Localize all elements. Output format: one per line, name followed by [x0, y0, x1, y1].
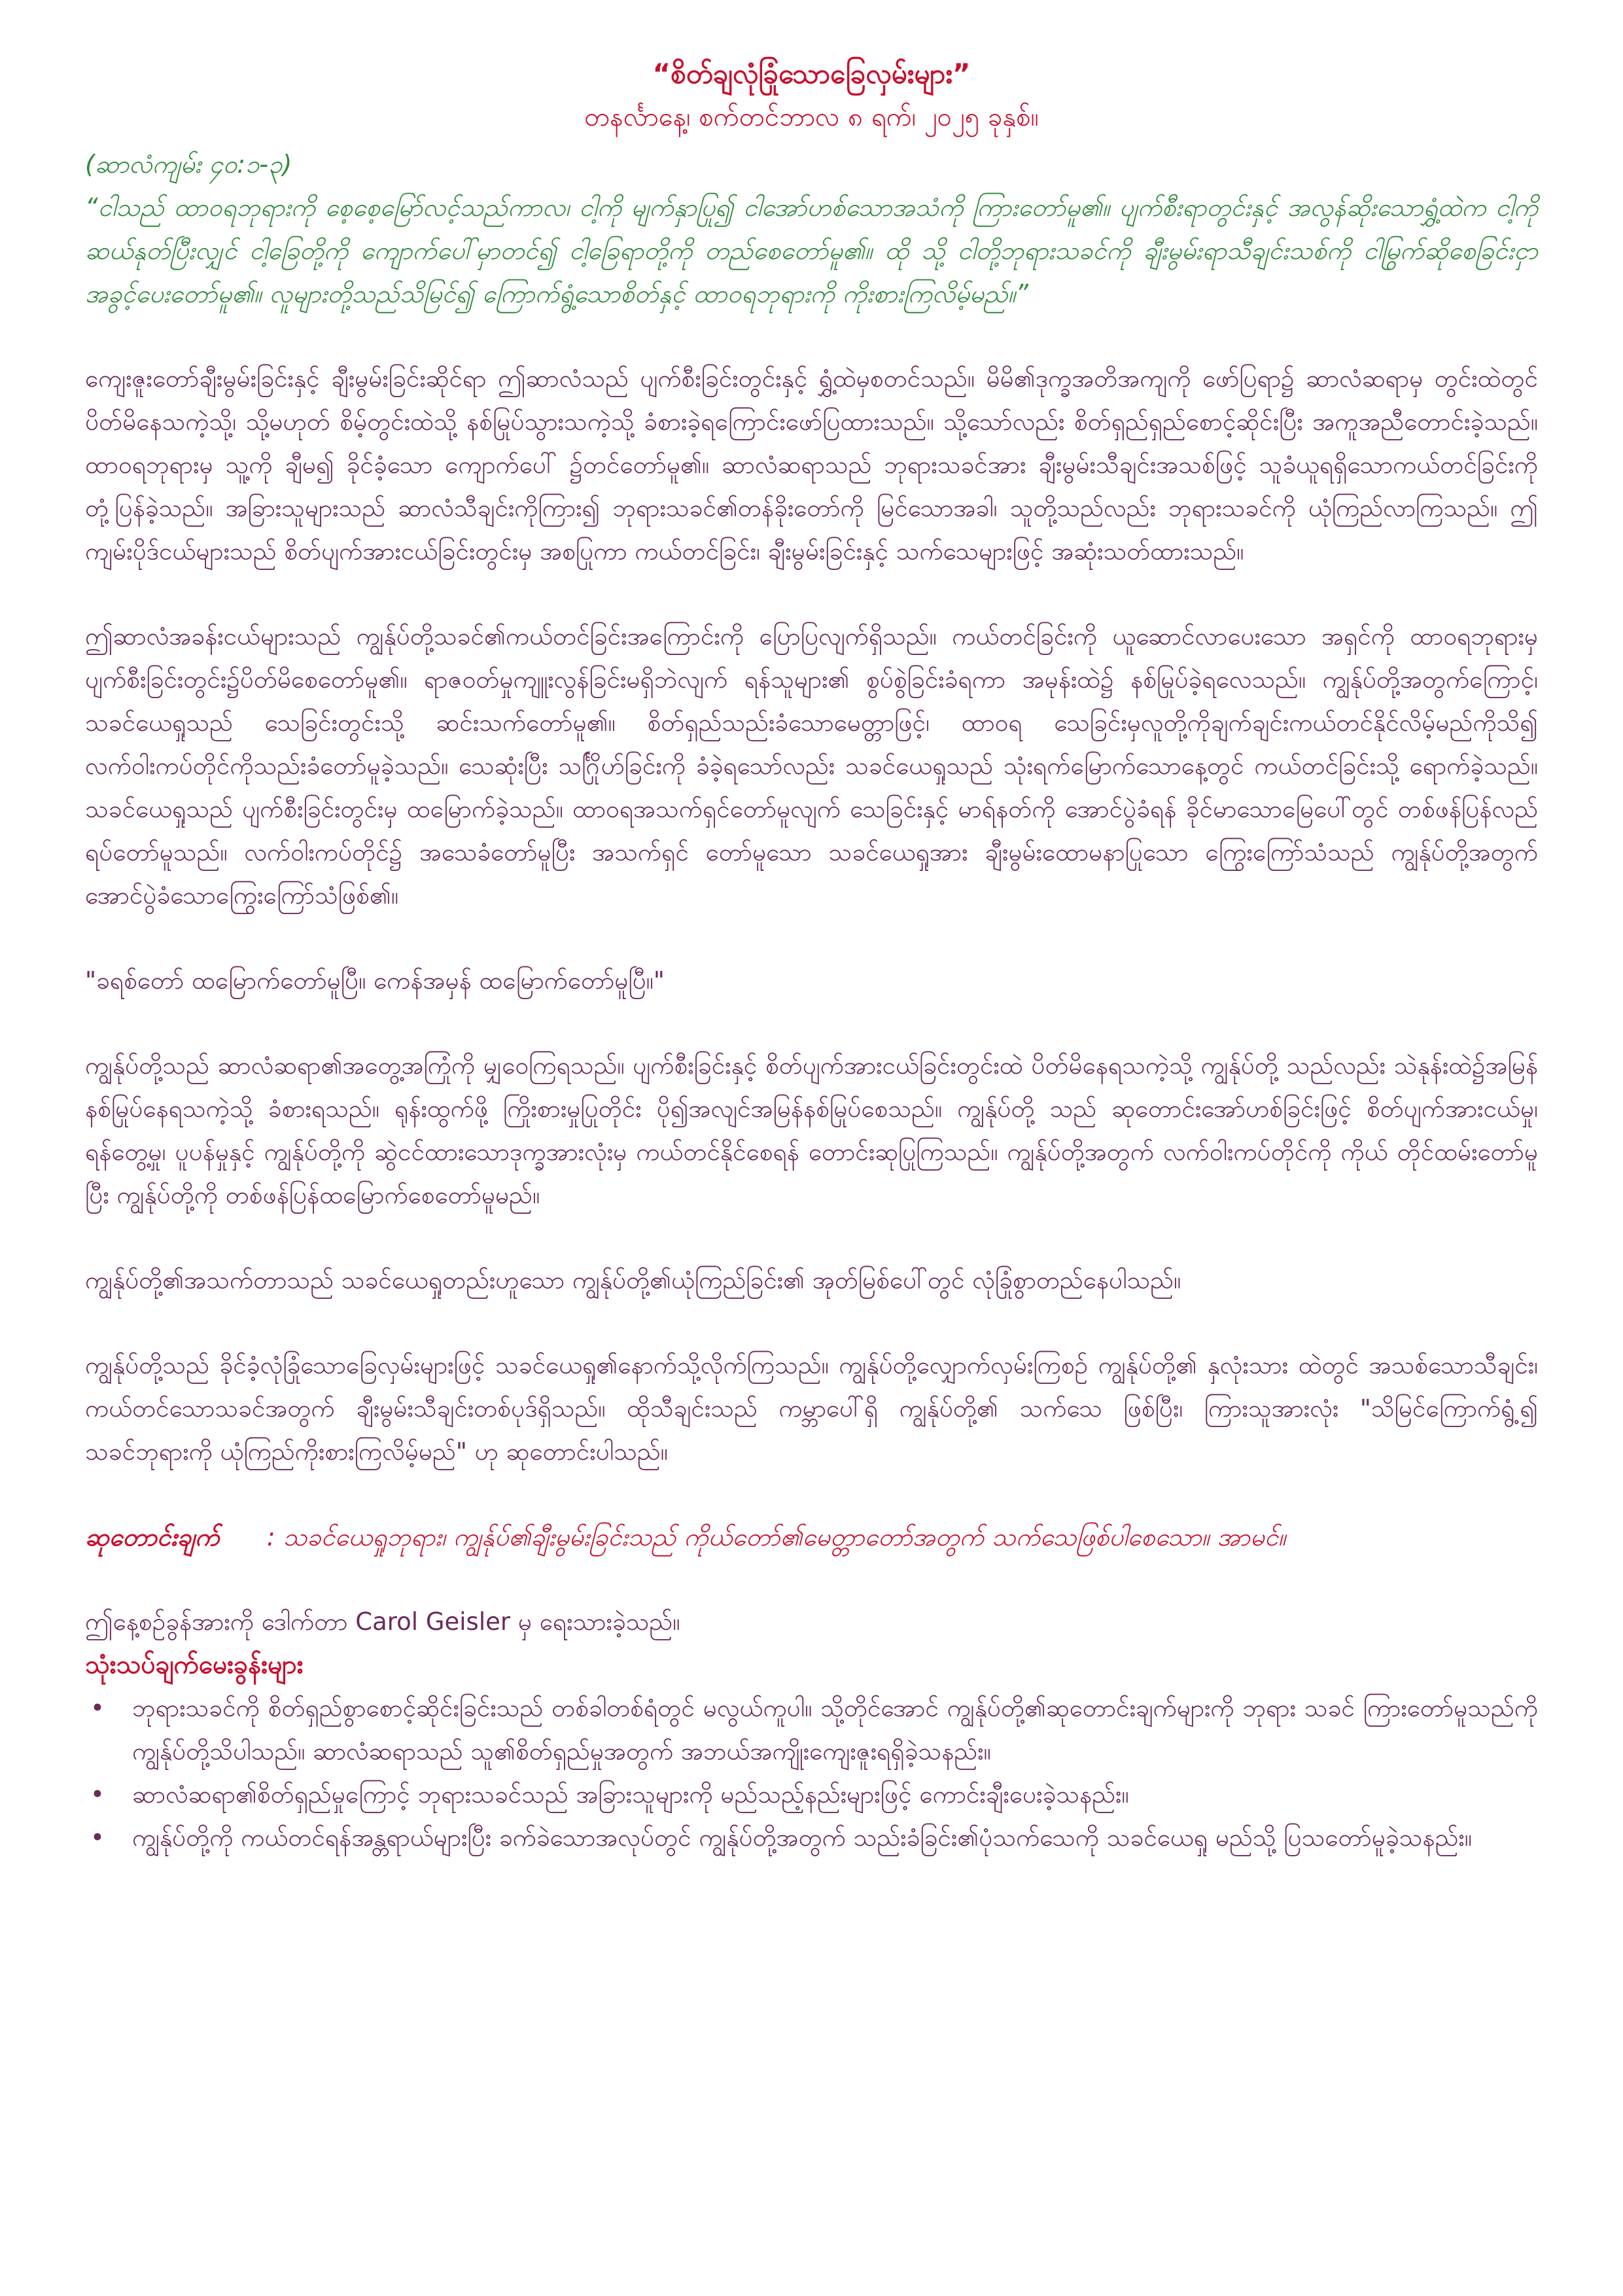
- prayer-label: ဆုတောင်းချက်: [85, 1523, 220, 1551]
- prayer-spacer: [227, 1523, 258, 1551]
- questions-list: [85, 1687, 1538, 1860]
- question-text: ကျွန်ုပ်တို့ကို ကယ်တင်ရန်အန္တရာယ်များပြီး ခက်ခဲသောအလုပ်တွင် ကျွန်ုပ်တို့အတွက် သည်းခံခြင်း၏ပုံသက်သေကို သခင်ယေရှု မည်သို့ ပြသတော်မူခဲ့သနည်း။: [132, 1824, 1472, 1852]
- body-paragraph-1: ကျေးဇူးတော်ချီးမွမ်းခြင်းနှင့် ချီးမွမ်းခြင်းဆိုင်ရာ ဤဆာလံသည် ပျက်စီးခြင်းတွင်းနှင့် ရွှံ့ထဲမှစတင်သည်။ မိမိ၏ဒုက္ခအတိအကျကို ဖော်ပြရာ၌ ဆာလံဆရာမှ တွင်းထဲတွင် ပိတ်မိနေသကဲ့သို့၊ သို့မဟုတ် စိမ့်တွင်းထဲသို့ နစ်မြုပ်သွားသကဲ့သို့ ခံစားခဲ့ရကြောင်းဖော်ပြထားသည်။ သို့သော်လည်း စိတ်ရှည်ရှည်စောင့်ဆိုင်းပြီး အကူအညီတောင်းခဲ့သည်။ ထာဝရဘုရားမှ သူ့ကို ချီမ၍ ခိုင်ခံ့သော ကျောက်ပေါ် ၌တင်တော်မူ၏။ ဆာလံဆရာသည် ဘုရားသခင်အား ချီးမွမ်းသီချင်းအသစ်ဖြင့် သူခံယူရရှိသောကယ်တင်ခြင်းကို တုံ့ပြန်ခဲ့သည်။ အခြားသူများသည် ဆာလံသီချင်းကိုကြား၍ ဘုရားသခင်၏တန်ခိုးတော်ကို မြင်သောအခါ၊ သူတို့သည်လည်း ဘုရားသခင်ကို ယုံကြည်လာကြသည်။ ဤကျမ်းပိုဒ်ငယ်များသည် စိတ်ပျက်အားငယ်ခြင်းတွင်းမှ အစပြုကာ ကယ်တင်ခြင်း၊ ချီးမွမ်းခြင်းနှင့် သက်သေများဖြင့် အဆုံးသတ်ထားသည်။: [85, 364, 1538, 565]
- easter-proclamation: "ခရစ်တော် ထမြောက်တော်မူပြီ။ ကေန်အမှန် ထမြောက်တော်မူပြီ။": [85, 966, 665, 995]
- bullet-icon: •: [90, 1780, 105, 1809]
- body-paragraph-5: ကျွန်ုပ်တို့သည် ခိုင်ခံ့လုံခြုံသောခြေလှမ်းများဖြင့် သခင်ယေရှု၏နောက်သို့လိုက်ကြသည်။ ကျွန်ုပ်တို့လျှောက်လှမ်းကြစဉ် ကျွန်ုပ်တို့၏ နှလုံးသား ထဲတွင် အသစ်သောသီချင်း၊ ကယ်တင်သောသခင်အတွက် ချီးမွမ်းသီချင်းတစ်ပုဒ်ရှိသည်။ ထိုသီချင်းသည် ကမ္ဘာပေါ်ရှိ ကျွန်ုပ်တို့၏ သက်သေ ဖြစ်ပြီး၊ ကြားသူအားလုံး "သိမြင်ကြောက်ရွံ့၍ သခင်ဘုရားကို ယုံကြည်ကိုးစားကြလိမ့်မည်" ဟု ဆုတောင်းပါသည်။: [85, 1351, 1538, 1466]
- prayer-text: : သခင်ယေရှုဘုရား၊ ကျွန်ုပ်၏ချီးမွမ်းခြင်းသည် ကိုယ်တော်၏မေတ္တာတော်အတွက် သက်သေဖြစ်ပါစေသော။ အာမင်။: [266, 1523, 1286, 1551]
- body-paragraph-3: ကျွန်ုပ်တို့သည် ဆာလံဆရာ၏အတွေ့အကြုံကို မျှဝေကြရသည်။ ပျက်စီးခြင်းနှင့် စိတ်ပျက်အားငယ်ခြင်းတွင်းထဲ ပိတ်မိနေရသကဲ့သို့ ကျွန်ုပ်တို့ သည်လည်း သဲနုန်းထဲ၌အမြန်နစ်မြုပ်နေရသကဲ့သို့ ခံစားရသည်။ ရုန်းထွက်ဖို့ ကြိုးစားမှုပြုတိုင်း ပို၍အလျင်အမြန်နစ်မြုပ်စေသည်။ ကျွန်ုပ်တို့ သည် ဆုတောင်းအော်ဟစ်ခြင်းဖြင့် စိတ်ပျက်အားငယ်မှု၊ ရန်တွေ့မှု၊ ပူပန်မှုနှင့် ကျွန်ုပ်တို့ကို ဆွဲငင်ထားသောဒုက္ခအားလုံးမှ ကယ်တင်နိုင်စေရန် တောင်းဆုပြုကြသည်။ ကျွန်ုပ်တို့အတွက် လက်ဝါးကပ်တိုင်ကို ကိုယ် တိုင်ထမ်းတော်မူပြီး ကျွန်ုပ်တို့ကို တစ်ဖန်ပြန်ထမြောက်စေတော်မူမည်။: [85, 1051, 1538, 1209]
- scripture-text: “ငါသည် ထာဝရဘုရားကို စေ့စေ့မြော်လင့်သည်ကာလ၊ ငါ့ကို မျက်နှာပြု၍ ငါအော်ဟစ်သောအသံကို ကြားတော်မူ၏။ ပျက်စီးရာတွင်းနှင့် အလွန်ဆိုးသောရွှံ့ထဲက ငါ့ကိုဆယ်နုတ်ပြီးလျှင် ငါ့ခြေတို့ကို ကျောက်ပေါ်မှာတင်၍ ငါ့ခြေရာတို့ကို တည်စေတော်မူ၏။ ထို သို့ ငါတို့ဘုရားသခင်ကို ချီးမွမ်းရာသီချင်းသစ်ကို ငါမြွက်ဆိုစေခြင်းငှာ အခွင့်ပေးတော်မူ၏။ လူများတို့သည်သိမြင်၍ ကြောက်ရွံ့သောစိတ်နှင့် ထာဝရဘုရားကို ကိုးစားကြလိမ့်မည်။”: [85, 193, 1538, 308]
- question-item: [85, 1816, 1538, 1860]
- body-paragraph-4: ကျွန်ုပ်တို့၏အသက်တာသည် သခင်ယေရှုတည်းဟူသော ကျွန်ုပ်တို့၏ယုံကြည်ခြင်း၏ အုတ်မြစ်ပေါ်တွင် လုံခြုံစွာတည်နေပါသည်။: [85, 1266, 1181, 1294]
- devotional-title: “စိတ်ချလုံခြုံသောခြေလှမ်းများ”: [652, 58, 971, 90]
- questions-heading: သုံးသပ်ချက်မေးခွန်းများ: [85, 1650, 304, 1680]
- body-paragraph-2: ဤဆာလံအခန်းငယ်များသည် ကျွန်ုပ်တို့သခင်၏ကယ်တင်ခြင်းအကြောင်းကို ပြောပြလျက်ရှိသည်။ ကယ်တင်ခြင်းကို ယူဆောင်လာပေးသော အရှင်ကို ထာဝရဘုရားမှ ပျက်စီးခြင်းတွင်း၌ပိတ်မိစေတော်မူ၏။ ရာဇဝတ်မှုကျူးလွန်ခြင်းမရှိဘဲလျက် ရန်သူများ၏ စွပ်စွဲခြင်းခံရကာ အမုန်းထဲ၌ နစ်မြုပ်ခဲ့ရလေသည်။ ကျွန်ုပ်တို့အတွက်ကြောင့်၊ သခင်ယေရှုသည် သေခြင်းတွင်းသို့ ဆင်းသက်တော်မူ၏။ စိတ်ရှည်သည်းခံသောမေတ္တာဖြင့်၊ ထာဝရ သေခြင်းမှလူတို့ကိုချက်ချင်းကယ်တင်နိုင်လိမ့်မည်ကိုသိ၍ လက်ဝါးကပ်တိုင်ကိုသည်းခံတော်မူခဲ့သည်။ သေဆုံးပြီး သင်္ဂြိုဟ်ခြင်းကို ခံခဲ့ရသော်လည်း သခင်ယေရှုသည် သုံးရက်မြောက်သောနေ့တွင် ကယ်တင်ခြင်းသို့ ရောက်ခဲ့သည်။ သခင်ယေရှုသည် ပျက်စီးခြင်းတွင်းမှ ထမြောက်ခဲ့သည်။ ထာဝရအသက်ရှင်တော်မူလျက် သေခြင်းနှင့် မာရ်နတ်ကို အောင်ပွဲခံရန် ခိုင်မာသောမြေပေါ်တွင် တစ်ဖန်ပြန်လည်ရပ်တော်မူသည်။ လက်ဝါးကပ်တိုင်၌ အသေခံတော်မူပြီး အသက်ရှင် တော်မူသော သခင်ယေရှုအား ချီးမွမ်းထောမနာပြုသော ကြွေးကြော်သံသည် ကျွန်ုပ်တို့အတွက် အောင်ပွဲခံသောကြွေးကြော်သံဖြစ်၏။: [85, 622, 1538, 910]
- scripture-reference: (ဆာလံကျမ်း ၄၀:၁-၃): [85, 150, 292, 179]
- prayer: [85, 1515, 1538, 1559]
- author-line: ဤနေ့စဉ်ခွန်အားကို ဒေါက်တာ Carol Geisler မှ ရေးသားခဲ့သည်။: [85, 1608, 680, 1636]
- devotional-date: တနင်္လာနေ့၊ စက်တင်ဘာလ ၈ ရက်၊ ၂၀၂၅ ခုနှစ်။: [584, 102, 1039, 132]
- bullet-icon: •: [90, 1694, 105, 1722]
- question-item: [85, 1687, 1538, 1773]
- bullet-icon: •: [90, 1824, 105, 1852]
- question-item: [85, 1773, 1538, 1816]
- question-text: ဆာလံဆရာ၏စိတ်ရှည်မှုကြောင့် ဘုရားသခင်သည် အခြားသူများကို မည်သည့်နည်းများဖြင့် ကောင်းချီးပေးခဲ့သနည်း။: [132, 1780, 1129, 1809]
- question-text: ဘုရားသခင်ကို စိတ်ရှည်စွာစောင့်ဆိုင်းခြင်းသည် တစ်ခါတစ်ရံတွင် မလွယ်ကူပါ။ သို့တိုင်အောင် ကျွန်ုပ်တို့၏ဆုတောင်းချက်များကို ဘုရား သခင် ကြားတော်မူသည်ကို ကျွန်ုပ်တို့သိပါသည်။ ဆာလံဆရာသည် သူ၏စိတ်ရှည်မှုအတွက် အဘယ်အကျိုးကျေးဇူးရရှိခဲ့သနည်း။: [132, 1694, 1538, 1765]
